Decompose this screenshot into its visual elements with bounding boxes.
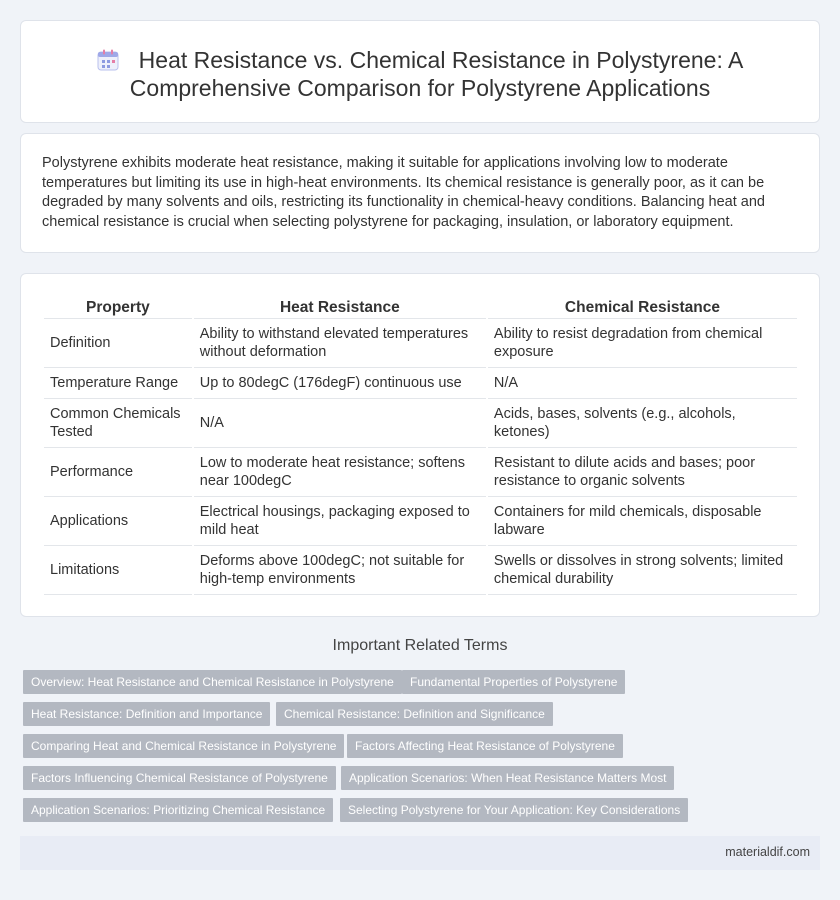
related-term-tag[interactable]: Factors Affecting Heat Resistance of Polystyrene xyxy=(347,734,623,758)
title-card xyxy=(20,20,820,123)
table-cell: Containers for mild chemicals, disposable labware xyxy=(488,497,797,546)
page-title xyxy=(51,46,789,102)
table-cell: N/A xyxy=(488,368,797,399)
table-row xyxy=(44,368,797,399)
table-row xyxy=(44,319,797,368)
table-row xyxy=(44,399,797,448)
related-term-tag[interactable]: Overview: Heat Resistance and Chemical Resistance in Polystyrene xyxy=(23,670,402,694)
calendar-icon xyxy=(97,49,119,71)
related-term-tag[interactable]: Comparing Heat and Chemical Resistance in Polystyrene xyxy=(23,734,344,758)
footer-bar xyxy=(20,836,820,870)
table-header-row xyxy=(44,297,797,319)
related-term-tag[interactable]: Fundamental Properties of Polystyrene xyxy=(402,670,625,694)
intro-paragraph: Polystyrene exhibits moderate heat resistance, making it suitable for applications involving low to moderate temperatures but limiting its use in high-heat environments. Its chemical resistance is generally poor, as it can be degraded by many solvents and oils, restricting its functionality in chemical-heavy conditions. Balancing heat and chemical resistance is crucial when selecting polystyrene for packaging, insulation, or laboratory equipment. xyxy=(42,155,765,230)
column-header-heat-resistance: Heat Resistance xyxy=(194,297,486,319)
comparison-table-card xyxy=(20,273,820,617)
table-cell: Definition xyxy=(44,319,192,368)
related-term-tag[interactable]: Heat Resistance: Definition and Importance xyxy=(23,702,270,726)
table-row xyxy=(44,497,797,546)
table-cell: Electrical housings, packaging exposed to mild heat xyxy=(194,497,486,546)
table-row xyxy=(44,546,797,595)
table-cell: Temperature Range xyxy=(44,368,192,399)
footer-site-name[interactable]: materialdif.com xyxy=(725,845,810,859)
related-term-tag[interactable]: Chemical Resistance: Definition and Significance xyxy=(276,702,553,726)
table-cell: Ability to resist degradation from chemical exposure xyxy=(488,319,797,368)
related-terms-heading: Important Related Terms xyxy=(332,637,508,654)
related-term-tag[interactable]: Selecting Polystyrene for Your Application: Key Considerations xyxy=(340,798,688,822)
table-cell: Ability to withstand elevated temperatures without deformation xyxy=(194,319,486,368)
related-term-tag[interactable]: Application Scenarios: When Heat Resistance Matters Most xyxy=(341,766,674,790)
table-cell: N/A xyxy=(194,399,486,448)
related-term-tag[interactable]: Factors Influencing Chemical Resistance of Polystyrene xyxy=(23,766,336,790)
related-term-tag[interactable]: Application Scenarios: Prioritizing Chemical Resistance xyxy=(23,798,333,822)
page-title-text: Heat Resistance vs. Chemical Resistance in Polystyrene: A Comprehensive Comparison for Polystyrene Applications xyxy=(129,47,744,101)
table-row xyxy=(44,448,797,497)
column-header-property: Property xyxy=(44,297,192,319)
table-cell: Acids, bases, solvents (e.g., alcohols, ketones) xyxy=(488,399,797,448)
table-cell: Performance xyxy=(44,448,192,497)
table-cell: Limitations xyxy=(44,546,192,595)
table-cell: Swells or dissolves in strong solvents; limited chemical durability xyxy=(488,546,797,595)
comparison-table xyxy=(42,297,799,595)
table-cell: Applications xyxy=(44,497,192,546)
table-cell: Common Chemicals Tested xyxy=(44,399,192,448)
table-cell: Up to 80degC (176degF) continuous use xyxy=(194,368,486,399)
column-header-chemical-resistance: Chemical Resistance xyxy=(488,297,797,319)
table-cell: Resistant to dilute acids and bases; poor resistance to organic solvents xyxy=(488,448,797,497)
table-cell: Deforms above 100degC; not suitable for high-temp environments xyxy=(194,546,486,595)
table-cell: Low to moderate heat resistance; softens near 100degC xyxy=(194,448,486,497)
intro-card xyxy=(20,133,820,253)
